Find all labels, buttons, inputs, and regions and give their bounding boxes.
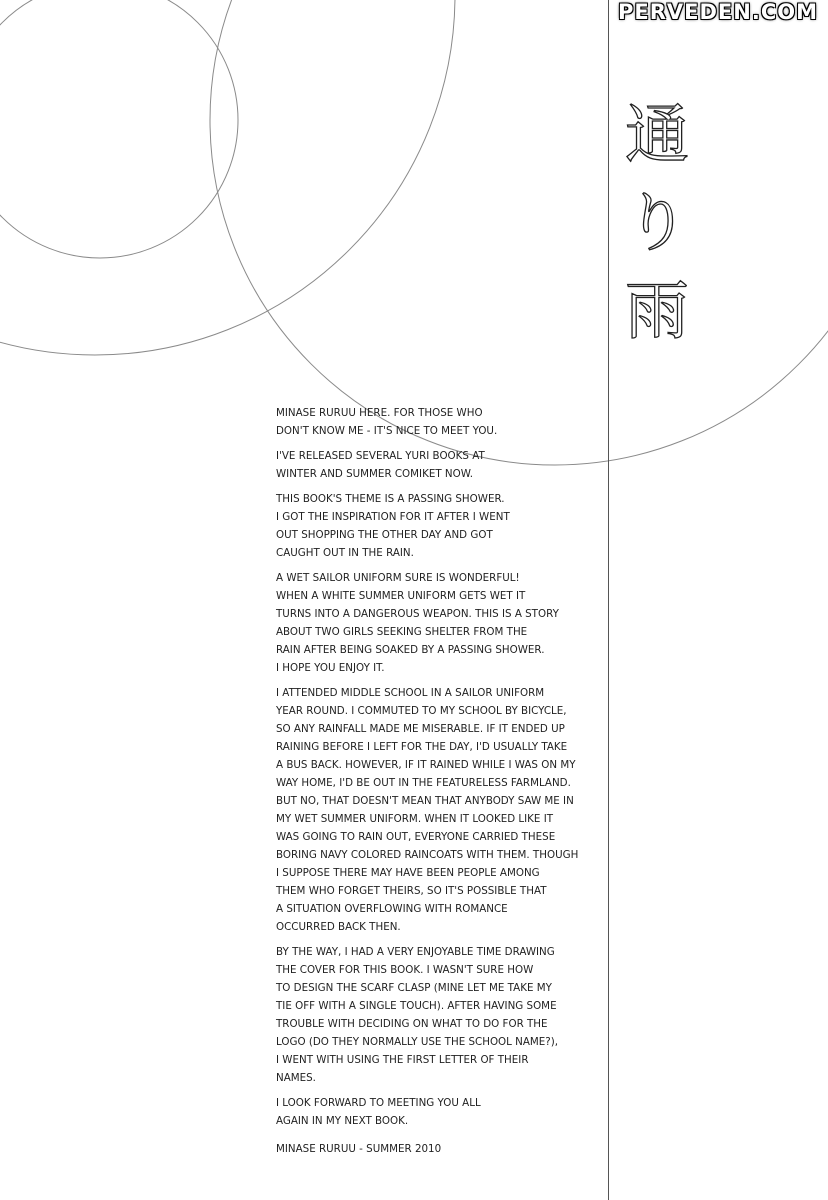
paragraph <box>276 684 596 936</box>
text-line: YEAR ROUND. I COMMUTED TO MY SCHOOL BY BICYCLE, <box>276 705 567 717</box>
text-line: MY WET SUMMER UNIFORM. WHEN IT LOOKED LIKE IT <box>276 813 554 825</box>
small-circle <box>0 0 238 258</box>
text-line: I SUPPOSE THERE MAY HAVE BEEN PEOPLE AMONG <box>276 867 540 879</box>
afterword-text <box>276 404 596 1158</box>
text-line: WAS GOING TO RAIN OUT, EVERYONE CARRIED THESE <box>276 831 556 843</box>
text-line: I LOOK FORWARD TO MEETING YOU ALL <box>276 1097 481 1109</box>
text-line: A BUS BACK. HOWEVER, IF IT RAINED WHILE I WAS ON MY <box>276 759 576 771</box>
text-line: THEM WHO FORGET THEIRS, SO IT'S POSSIBLE THAT <box>276 885 547 897</box>
large-circle <box>210 0 828 465</box>
text-line: NAMES. <box>276 1072 316 1084</box>
text-line: LOGO (DO THEY NORMALLY USE THE SCHOOL NAME?), <box>276 1036 559 1048</box>
text-line: I ATTENDED MIDDLE SCHOOL IN A SAILOR UNIFORM <box>276 687 545 699</box>
title-char: 通 <box>625 99 689 173</box>
paragraph <box>276 569 596 677</box>
text-line: THE COVER FOR THIS BOOK. I WASN'T SURE HOW <box>276 964 534 976</box>
site-watermark: PERVEDEN.COM <box>618 0 818 24</box>
paragraph <box>276 1094 596 1130</box>
text-line: I'VE RELEASED SEVERAL YURI BOOKS AT <box>276 450 485 462</box>
signature: MINASE RURUU - SUMMER 2010 <box>276 1143 442 1155</box>
text-line: WHEN A WHITE SUMMER UNIFORM GETS WET IT <box>276 590 526 602</box>
text-line: RAIN AFTER BEING SOAKED BY A PASSING SHOWER. <box>276 644 545 656</box>
text-line: MINASE RURUU HERE. FOR THOSE WHO <box>276 407 483 419</box>
text-line: THIS BOOK'S THEME IS A PASSING SHOWER. <box>276 493 505 505</box>
text-line: BORING NAVY COLORED RAINCOATS WITH THEM. THOUGH <box>276 849 579 861</box>
text-line: I WENT WITH USING THE FIRST LETTER OF THEIR <box>276 1054 529 1066</box>
paragraph <box>276 943 596 1087</box>
text-line: I GOT THE INSPIRATION FOR IT AFTER I WENT <box>276 511 510 523</box>
text-line: WAY HOME, I'D BE OUT IN THE FEATURELESS FARMLAND. <box>276 777 571 789</box>
vertical-divider <box>608 0 609 1200</box>
text-line: DON'T KNOW ME - IT'S NICE TO MEET YOU. <box>276 425 498 437</box>
text-line: OUT SHOPPING THE OTHER DAY AND GOT <box>276 529 493 541</box>
title-char: 雨 <box>625 275 689 349</box>
text-line: BY THE WAY, I HAD A VERY ENJOYABLE TIME DRAWING <box>276 946 555 958</box>
text-line: WINTER AND SUMMER COMIKET NOW. <box>276 468 473 480</box>
text-line: TIE OFF WITH A SINGLE TOUCH). AFTER HAVING SOME <box>276 1000 557 1012</box>
text-line: OCCURRED BACK THEN. <box>276 921 401 933</box>
paragraph <box>276 404 596 440</box>
vertical-title <box>618 92 696 356</box>
medium-circle <box>0 0 455 355</box>
text-line: TROUBLE WITH DECIDING ON WHAT TO DO FOR THE <box>276 1018 548 1030</box>
text-line: I HOPE YOU ENJOY IT. <box>276 662 385 674</box>
text-line: ABOUT TWO GIRLS SEEKING SHELTER FROM THE <box>276 626 528 638</box>
text-line: TO DESIGN THE SCARF CLASP (MINE LET ME TAKE MY <box>276 982 552 994</box>
text-line: TURNS INTO A DANGEROUS WEAPON. THIS IS A STORY <box>276 608 559 620</box>
text-line: A SITUATION OVERFLOWING WITH ROMANCE <box>276 903 508 915</box>
text-line: CAUGHT OUT IN THE RAIN. <box>276 547 414 559</box>
paragraph <box>276 447 596 483</box>
text-line: A WET SAILOR UNIFORM SURE IS WONDERFUL! <box>276 572 520 584</box>
text-line: SO ANY RAINFALL MADE ME MISERABLE. IF IT ENDED UP <box>276 723 565 735</box>
paragraph <box>276 490 596 562</box>
text-line: AGAIN IN MY NEXT BOOK. <box>276 1115 409 1127</box>
title-char: り <box>625 187 689 261</box>
text-line: BUT NO, THAT DOESN'T MEAN THAT ANYBODY SAW ME IN <box>276 795 574 807</box>
text-line: RAINING BEFORE I LEFT FOR THE DAY, I'D USUALLY TAKE <box>276 741 568 753</box>
